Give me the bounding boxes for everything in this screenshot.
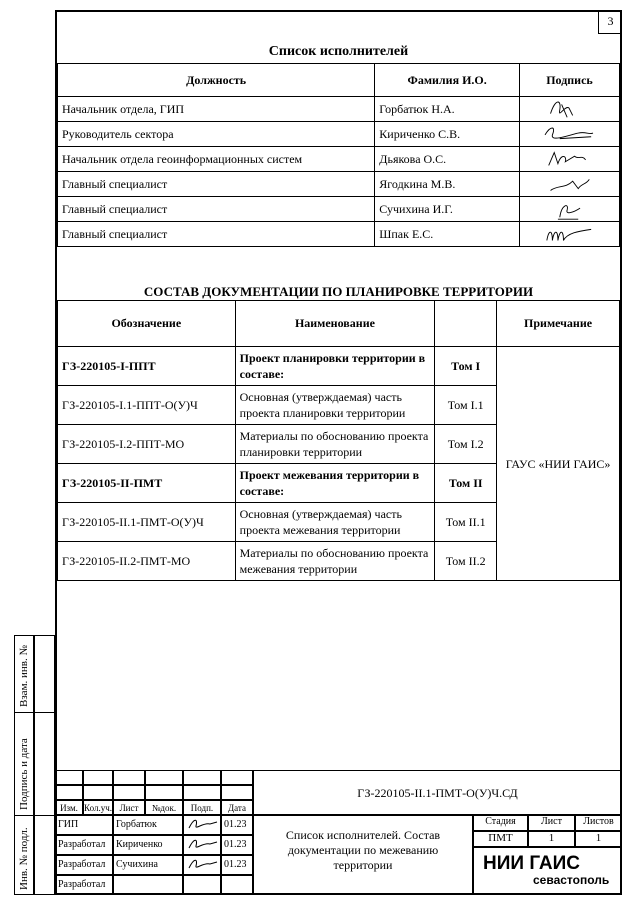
side-label-vzam: Взам. инв. № [18, 645, 30, 707]
composition-vol: Том II [435, 464, 497, 503]
performer-row [58, 222, 620, 247]
composition-code: ГЗ-220105-II-ПМТ [58, 464, 236, 503]
composition-name: Материалы по обоснованию проекта межевания территории [235, 542, 435, 581]
sheets-value: 1 [575, 831, 622, 847]
header-signature: Подпись [519, 64, 619, 97]
page-number: 3 [598, 10, 622, 34]
composition-name: Основная (утверждаемая) часть проекта планировки территории [235, 386, 435, 425]
stamp-header: Кол.уч. [83, 800, 113, 815]
performer-row [58, 147, 620, 172]
performer-name: Шпак Е.С. [375, 222, 520, 247]
stamp-header: Дата [221, 800, 253, 815]
composition-table [57, 300, 620, 581]
performer-position: Главный специалист [58, 197, 375, 222]
composition-name: Проект планировки территории в составе: [235, 347, 435, 386]
composition-name: Проект межевания территории в составе: [235, 464, 435, 503]
stamp-date: 01.23 [221, 835, 253, 855]
performer-position: Начальник отдела геоинформационных систем [58, 147, 375, 172]
header-note: Примечание [497, 301, 620, 347]
sheet-label: Лист [528, 815, 575, 831]
stamp-signature [183, 875, 221, 895]
composition-note: ГАУС «НИИ ГАИС» [497, 347, 620, 581]
performer-position: Главный специалист [58, 172, 375, 197]
performer-signature [519, 222, 619, 247]
header-code: Обозначение [58, 301, 236, 347]
performer-signature [519, 97, 619, 122]
stamp-role: Разработал [55, 835, 113, 855]
composition-title: СОСТАВ ДОКУМЕНТАЦИИ ПО ПЛАНИРОВКЕ ТЕРРИТОРИИ [143, 284, 534, 299]
stamp-role: Разработал [55, 875, 113, 895]
performer-row [58, 172, 620, 197]
stamp-role: Разработал [55, 855, 113, 875]
header-title: Наименование [235, 301, 435, 347]
stamp-header: №док. [145, 800, 183, 815]
composition-vol: Том I [435, 347, 497, 386]
composition-code: ГЗ-220105-I.1-ППТ-О(У)Ч [58, 386, 236, 425]
composition-name: Материалы по обоснованию проекта планировки территории [235, 425, 435, 464]
performer-signature [519, 197, 619, 222]
stamp-signature [183, 835, 221, 855]
stamp-date [221, 875, 253, 895]
stamp-name: Кириченко [113, 835, 183, 855]
stamp-date: 01.23 [221, 815, 253, 835]
stamp-signature [183, 815, 221, 835]
performer-signature [519, 147, 619, 172]
stamp-date: 01.23 [221, 855, 253, 875]
composition-name: Основная (утверждаемая) часть проекта межевания территории [235, 503, 435, 542]
side-label-inv: Инв. № подл. [18, 827, 30, 890]
performer-position: Начальник отдела, ГИП [58, 97, 375, 122]
performer-name: Сучихина И.Г. [375, 197, 520, 222]
performers-title: Список исполнителей [268, 44, 409, 59]
composition-row [58, 347, 620, 386]
composition-vol: Том II.1 [435, 503, 497, 542]
doc-title: Список исполнителей. Состав документации по межеванию территории [253, 815, 473, 895]
composition-code: ГЗ-220105-II.2-ПМТ-МО [58, 542, 236, 581]
header-position: Должность [58, 64, 375, 97]
logo-main: НИИ ГАИС [483, 853, 580, 874]
performer-name: Дьякова О.С. [375, 147, 520, 172]
side-label-podpis: Подпись и дата [18, 738, 30, 810]
logo-sub: севастополь [533, 873, 610, 887]
performer-name: Ягодкина М.В. [375, 172, 520, 197]
stamp-header: Лист [113, 800, 145, 815]
composition-code: ГЗ-220105-I-ППТ [58, 347, 236, 386]
composition-code: ГЗ-220105-II.1-ПМТ-О(У)Ч [58, 503, 236, 542]
stamp-role: ГИП [55, 815, 113, 835]
doc-code: ГЗ-220105-II.1-ПМТ-О(У)Ч.СД [253, 770, 622, 815]
stamp-signature [183, 855, 221, 875]
stage-value: ПМТ [473, 831, 528, 847]
sheets-label: Листов [575, 815, 622, 831]
composition-vol: Том II.2 [435, 542, 497, 581]
performers-table [57, 63, 620, 247]
performer-row [58, 97, 620, 122]
performer-signature [519, 172, 619, 197]
performer-name: Кириченко С.В. [375, 122, 520, 147]
performer-position: Руководитель сектора [58, 122, 375, 147]
stamp-name [113, 875, 183, 895]
performer-position: Главный специалист [58, 222, 375, 247]
performer-row [58, 197, 620, 222]
performer-signature [519, 122, 619, 147]
composition-vol: Том I.1 [435, 386, 497, 425]
side-stamp-wide [34, 635, 55, 895]
composition-vol: Том I.2 [435, 425, 497, 464]
stamp-header: Изм. [55, 800, 83, 815]
performer-name: Горбатюк Н.А. [375, 97, 520, 122]
header-name: Фамилия И.О. [375, 64, 520, 97]
header-volume [435, 301, 497, 347]
composition-code: ГЗ-220105-I.2-ППТ-МО [58, 425, 236, 464]
stamp-name: Сучихина [113, 855, 183, 875]
stamp-name: Горбатюк [113, 815, 183, 835]
title-block [55, 770, 622, 895]
stage-label: Стадия [473, 815, 528, 831]
performer-row [58, 122, 620, 147]
sheet-value: 1 [528, 831, 575, 847]
stamp-header: Подп. [183, 800, 221, 815]
